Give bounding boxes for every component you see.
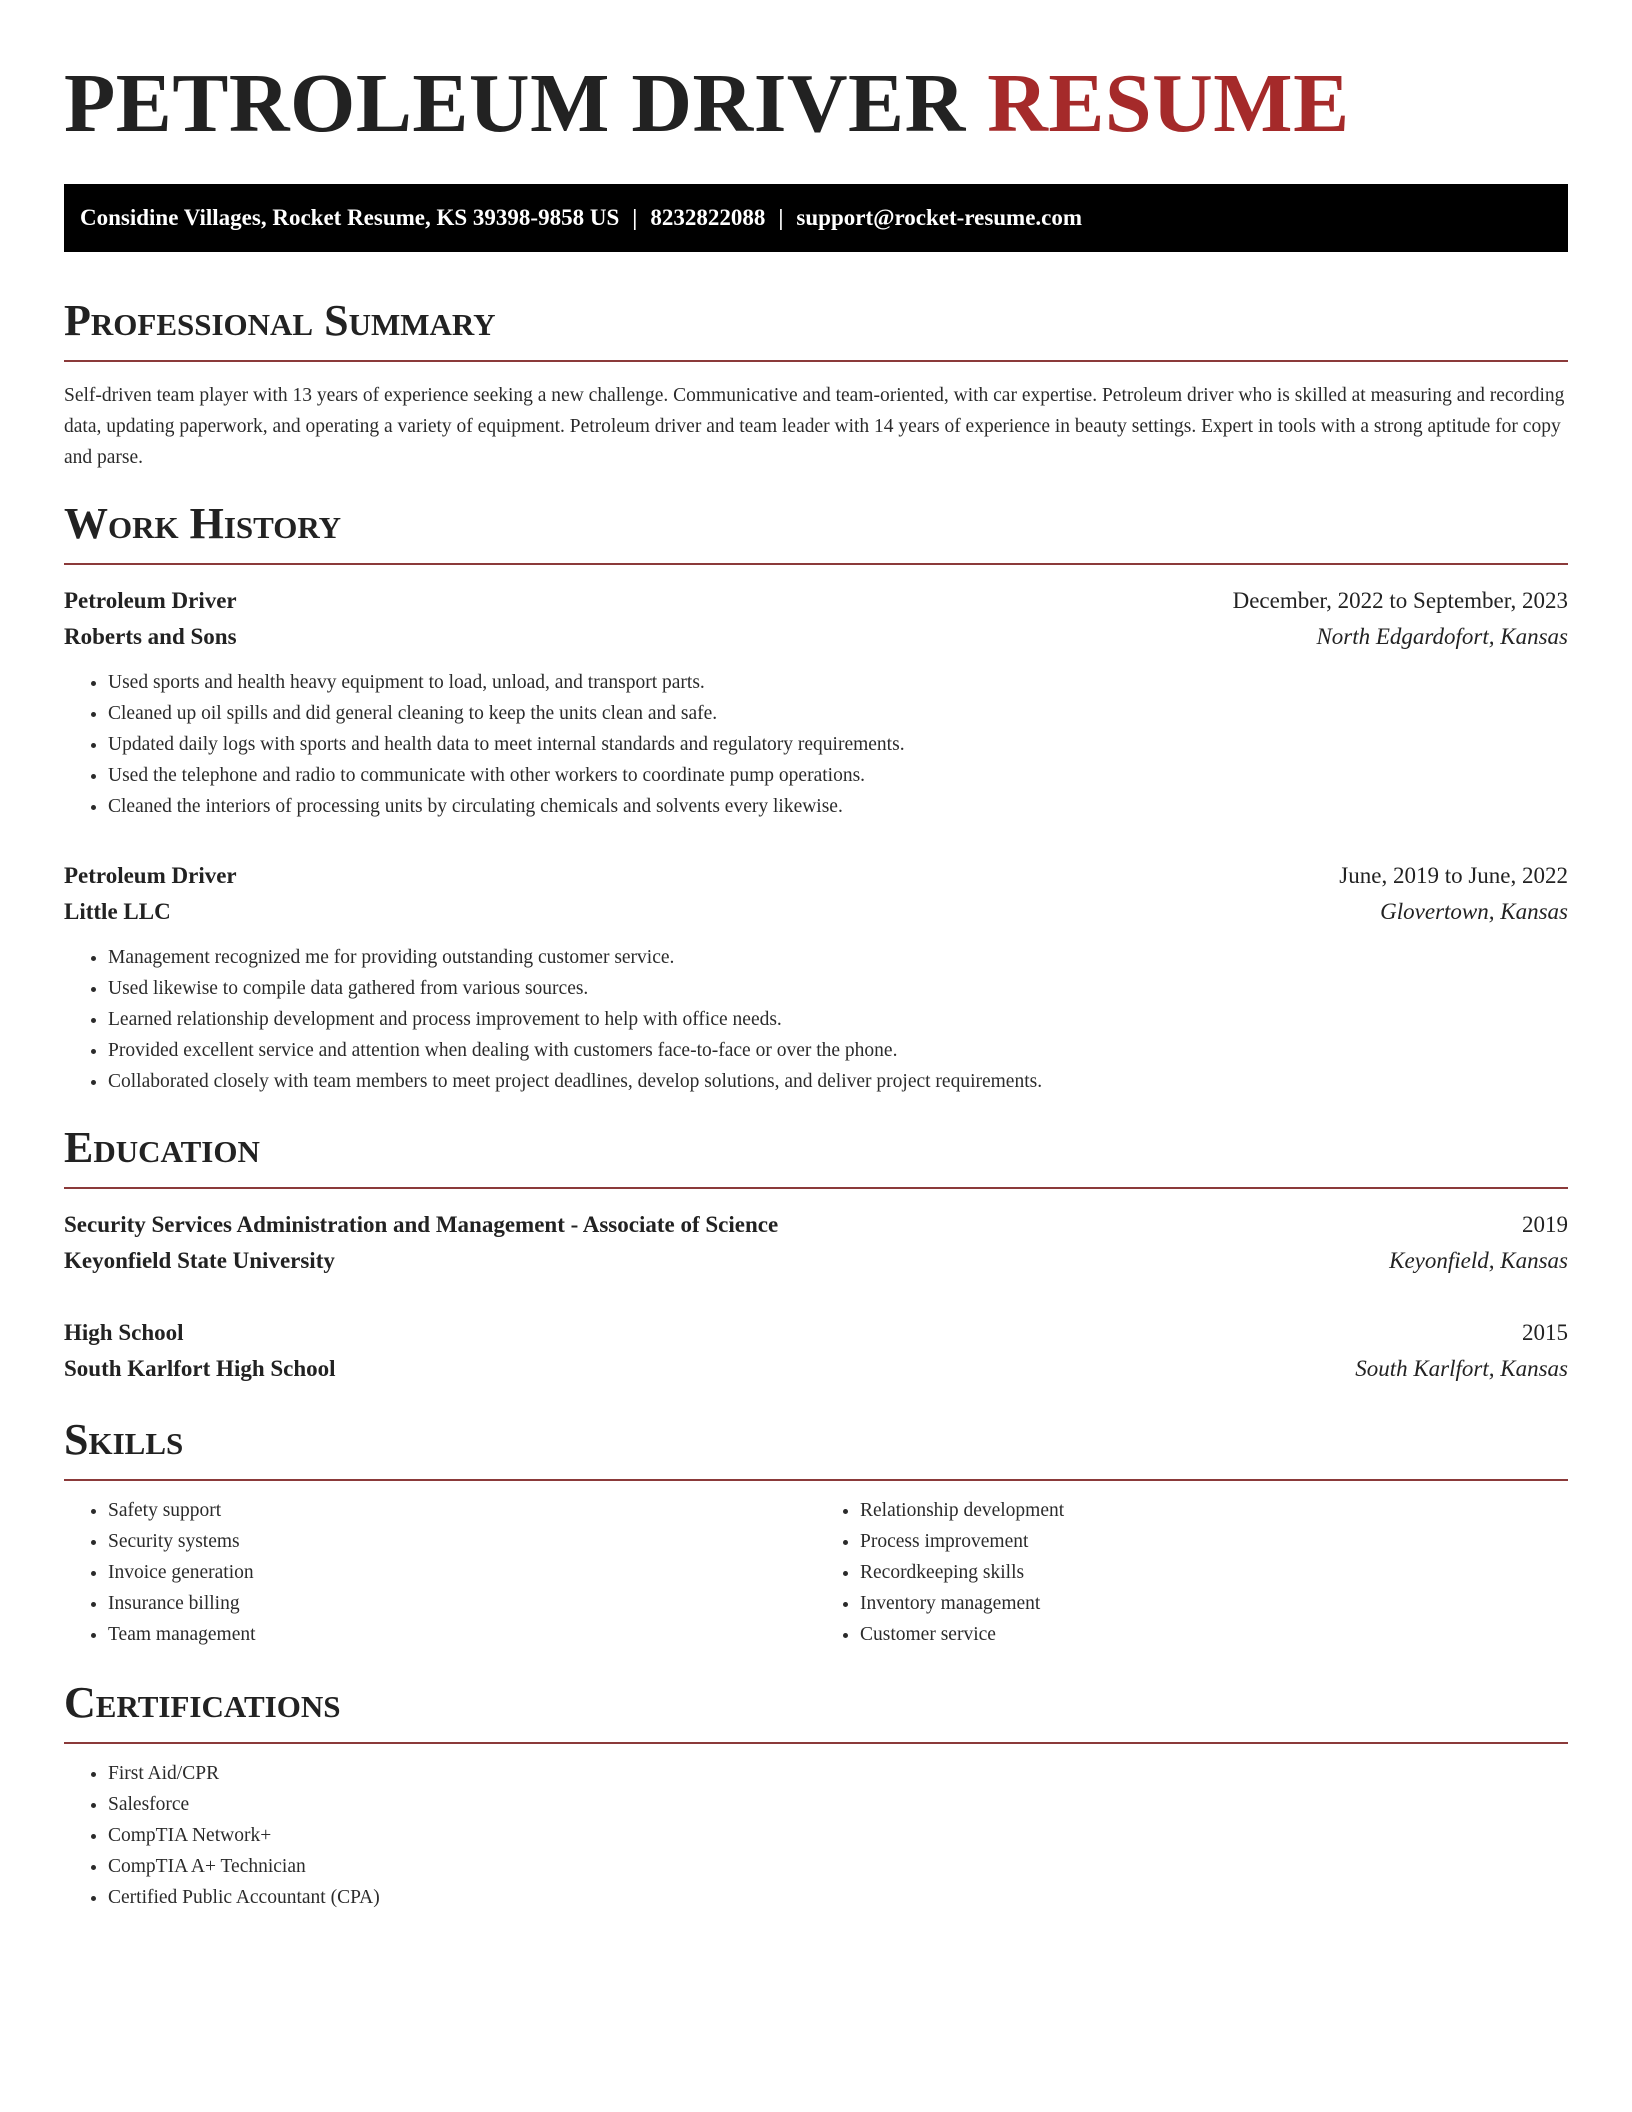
job-dates: June, 2019 to June, 2022 xyxy=(1339,863,1568,888)
education-year: 2019 xyxy=(1522,1212,1568,1237)
job-role: Petroleum Driver xyxy=(64,863,237,888)
job-dates: December, 2022 to September, 2023 xyxy=(1232,588,1568,613)
job-company-row xyxy=(64,894,1568,930)
skill-item: • Recordkeeping skills xyxy=(860,1557,1568,1588)
job-entry xyxy=(64,583,1568,822)
title-main: PETROLEUM DRIVER xyxy=(64,57,966,150)
contact-address: Considine Villages, Rocket Resume, KS 39398-9858 US xyxy=(80,205,620,230)
job-bullet: • Used sports and health heavy equipment to load, unload, and transport parts. xyxy=(108,667,1568,698)
education-degree-row xyxy=(64,1315,1568,1351)
certifications-section xyxy=(64,1678,1568,1913)
education-degree: High School xyxy=(64,1320,184,1345)
contact-bar xyxy=(64,184,1568,252)
skill-item: • Insurance billing xyxy=(108,1588,816,1619)
skill-item: • Team management xyxy=(108,1619,816,1650)
contact-separator: | xyxy=(778,205,784,230)
job-bullet: • Management recognized me for providing outstanding customer service. xyxy=(108,942,1568,973)
work-history-section xyxy=(64,499,1568,1097)
certification-item: • CompTIA A+ Technician xyxy=(108,1851,1568,1882)
summary-section xyxy=(64,296,1568,473)
summary-heading: Professional Summary xyxy=(64,296,1568,362)
certification-item: • Salesforce xyxy=(108,1789,1568,1820)
education-entry xyxy=(64,1315,1568,1387)
education-school: Keyonfield State University xyxy=(64,1248,335,1273)
education-year: 2015 xyxy=(1522,1320,1568,1345)
education-degree: Security Services Administration and Management - Associate of Science xyxy=(64,1212,779,1237)
job-location: North Edgardofort, Kansas xyxy=(1316,624,1568,649)
certification-item: • First Aid/CPR xyxy=(108,1758,1568,1789)
job-bullet: • Learned relationship development and process improvement to help with office needs. xyxy=(108,1004,1568,1035)
job-entry xyxy=(64,858,1568,1097)
contact-separator: | xyxy=(632,205,638,230)
certifications-heading: Certifications xyxy=(64,1678,1568,1744)
skills-list-left xyxy=(64,1495,816,1650)
job-company: Little LLC xyxy=(64,899,171,924)
job-bullets xyxy=(64,667,1568,822)
job-bullet: • Provided excellent service and attention when dealing with customers face-to-face or over the phone. xyxy=(108,1035,1568,1066)
skill-item: • Process improvement xyxy=(860,1526,1568,1557)
skills-heading: Skills xyxy=(64,1415,1568,1481)
job-bullet: • Updated daily logs with sports and health data to meet internal standards and regulatory requirements. xyxy=(108,729,1568,760)
skill-item: • Security systems xyxy=(108,1526,816,1557)
resume-title xyxy=(64,56,1568,152)
education-location: South Karlfort, Kansas xyxy=(1355,1356,1568,1381)
summary-text: Self-driven team player with 13 years of experience seeking a new challenge. Communicative and team-oriented, with car expertise. Petroleum driver who is skilled at measuring and recording data, updating paperwork, and operating a variety of equipment. Petroleum driver and team leader with 14 years of experience in beauty settings. Expert in tools with a strong aptitude for copy and parse. xyxy=(64,385,1565,468)
work-history-heading: Work History xyxy=(64,499,1568,565)
education-degree-row xyxy=(64,1207,1568,1243)
contact-email[interactable]: support@rocket-resume.com xyxy=(796,205,1083,230)
job-bullet: • Used the telephone and radio to communicate with other workers to coordinate pump operations. xyxy=(108,760,1568,791)
skill-item: • Inventory management xyxy=(860,1588,1568,1619)
job-header-row xyxy=(64,583,1568,619)
job-bullet: • Cleaned up oil spills and did general cleaning to keep the units clean and safe. xyxy=(108,698,1568,729)
education-location: Keyonfield, Kansas xyxy=(1389,1248,1568,1273)
certification-item: • Certified Public Accountant (CPA) xyxy=(108,1882,1568,1913)
certifications-list xyxy=(64,1758,1568,1913)
skills-list-right xyxy=(816,1495,1568,1650)
job-bullet: • Used likewise to compile data gathered from various sources. xyxy=(108,973,1568,1004)
skill-item: • Relationship development xyxy=(860,1495,1568,1526)
job-role: Petroleum Driver xyxy=(64,588,237,613)
job-bullet: • Collaborated closely with team members to meet project deadlines, develop solutions, and deliver project requirements. xyxy=(108,1066,1568,1097)
certification-item: • CompTIA Network+ xyxy=(108,1820,1568,1851)
contact-phone[interactable]: 8232822088 xyxy=(650,205,766,230)
job-bullet: • Cleaned the interiors of processing units by circulating chemicals and solvents every likewise. xyxy=(108,791,1568,822)
title-accent: RESUME xyxy=(987,57,1350,150)
education-section xyxy=(64,1123,1568,1387)
skill-item: • Safety support xyxy=(108,1495,816,1526)
education-school-row xyxy=(64,1243,1568,1279)
job-company-row xyxy=(64,619,1568,655)
education-school: South Karlfort High School xyxy=(64,1356,336,1381)
job-header-row xyxy=(64,858,1568,894)
education-entry xyxy=(64,1207,1568,1279)
job-bullets xyxy=(64,942,1568,1097)
skill-item: • Customer service xyxy=(860,1619,1568,1650)
job-company: Roberts and Sons xyxy=(64,624,237,649)
skills-columns xyxy=(64,1495,1568,1650)
education-school-row xyxy=(64,1351,1568,1387)
education-heading: Education xyxy=(64,1123,1568,1189)
job-location: Glovertown, Kansas xyxy=(1380,899,1568,924)
skill-item: • Invoice generation xyxy=(108,1557,816,1588)
skills-section xyxy=(64,1415,1568,1650)
